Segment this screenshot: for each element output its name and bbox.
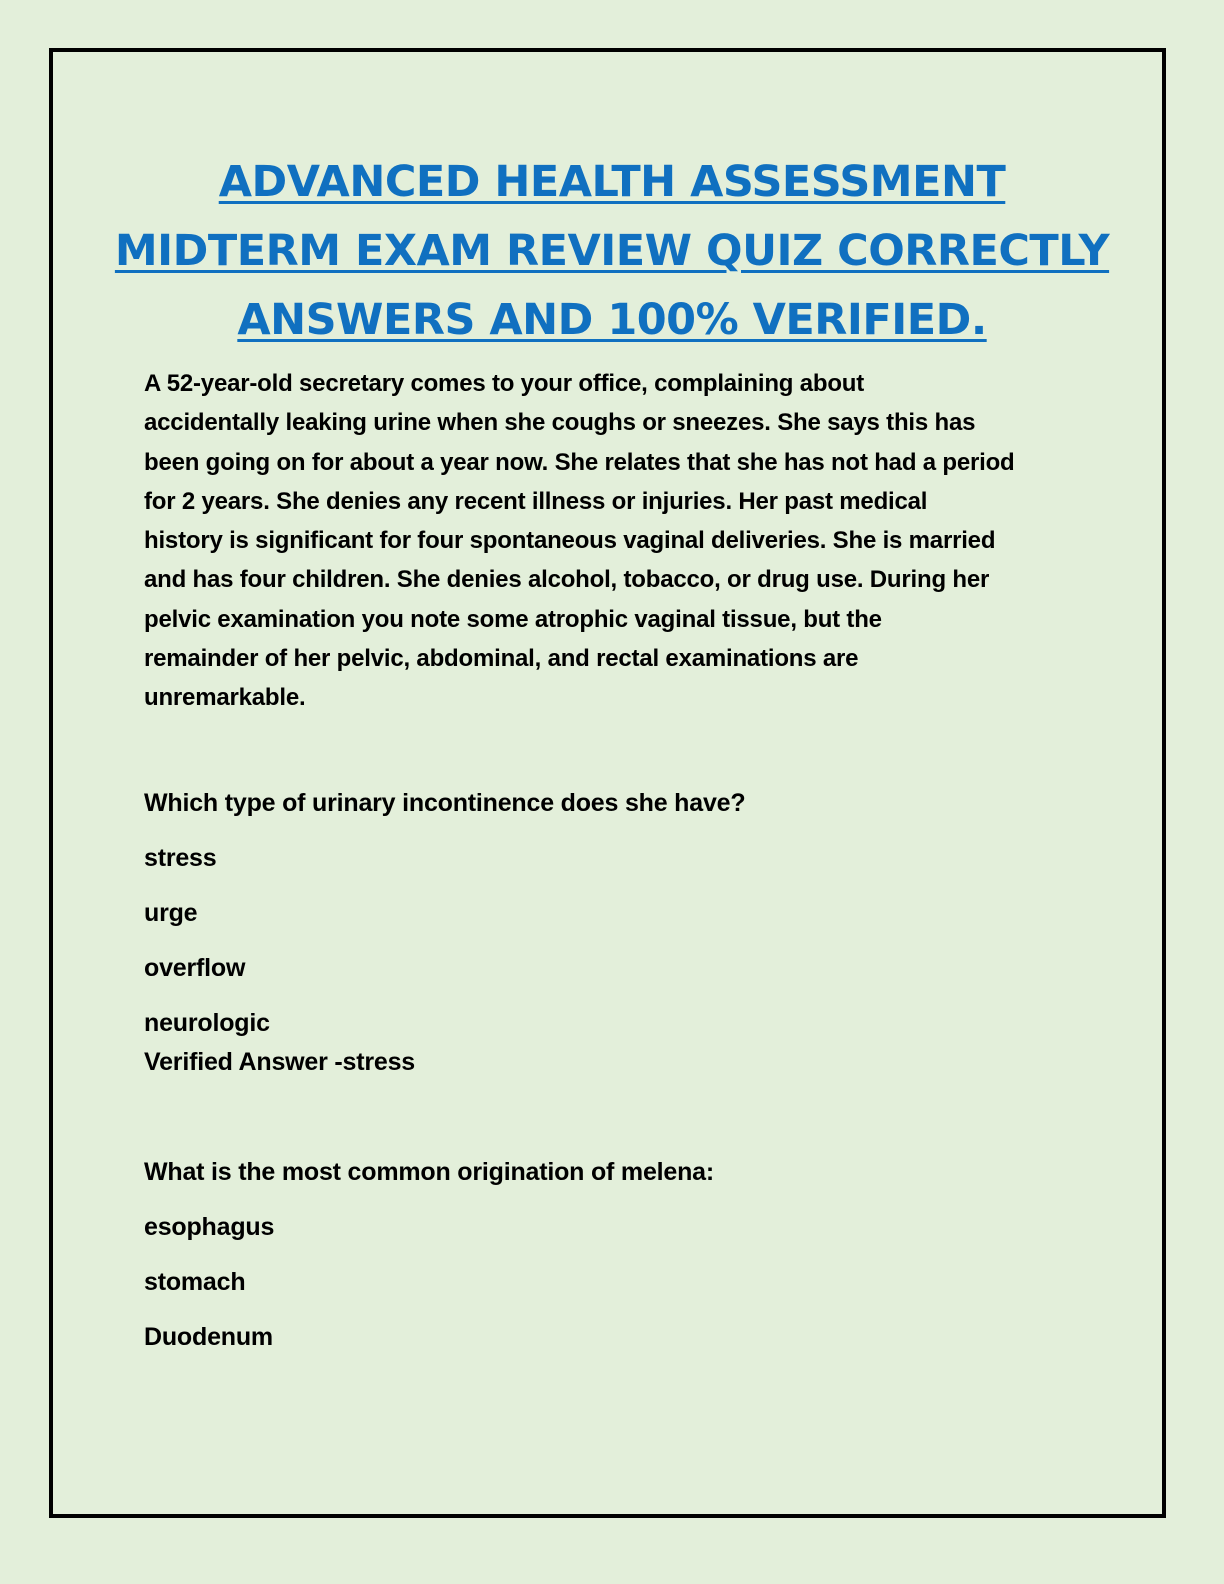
title-line: ANSWERS AND 100% VERIFIED. (237, 295, 987, 345)
question-1-option: overflow (144, 954, 246, 982)
scenario-line: remainder of her pelvic, abdominal, and rectal examinations are (144, 645, 859, 673)
question-1-option: stress (144, 844, 217, 872)
question-1-answer: Verified Answer -stress (144, 1048, 415, 1076)
scenario-line: history is significant for four spontaneous vaginal deliveries. She is married (144, 527, 996, 555)
question-2-option: esophagus (144, 1213, 275, 1241)
case-scenario (144, 364, 1094, 718)
document-title (100, 148, 1124, 355)
title-line: MIDTERM EXAM REVIEW QUIZ CORRECTLY (114, 226, 1110, 276)
question-1-text: Which type of urinary incontinence does she have? (144, 789, 746, 817)
question-2-option: stomach (144, 1268, 246, 1296)
scenario-line: and has four children. She denies alcohol, tobacco, or drug use. During her (144, 566, 990, 594)
question-2-option: Duodenum (144, 1323, 273, 1351)
title-line: ADVANCED HEALTH ASSESSMENT (218, 157, 1006, 207)
scenario-line: been going on for about a year now. She relates that she has not had a period (144, 448, 1015, 476)
scenario-line: accidentally leaking urine when she coughs or sneezes. She says this has (144, 409, 976, 437)
scenario-line: A 52-year-old secretary comes to your office, complaining about (144, 370, 865, 397)
question-2-text: What is the most common origination of melena: (144, 1158, 714, 1186)
scenario-line: unremarkable. (144, 684, 306, 712)
scenario-line: for 2 years. She denies any recent illness or injuries. Her past medical (144, 487, 928, 515)
scenario-line: pelvic examination you note some atrophic vaginal tissue, but the (144, 605, 882, 633)
question-1-option: urge (144, 899, 198, 927)
question-1-option: neurologic (144, 1009, 270, 1037)
